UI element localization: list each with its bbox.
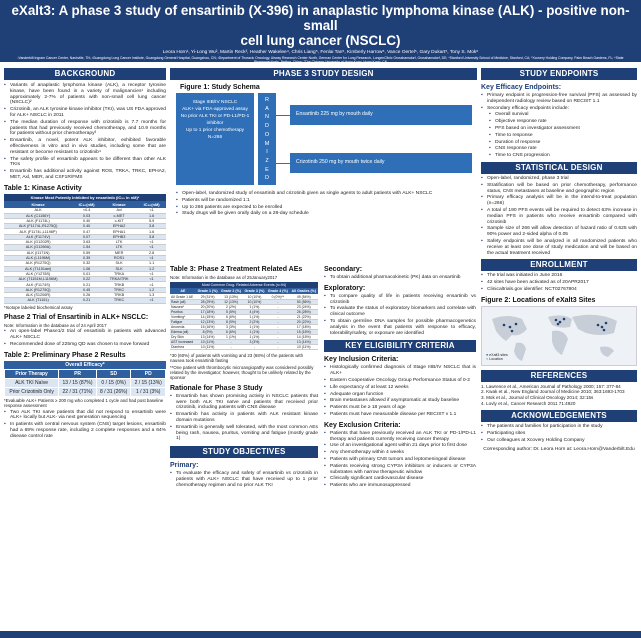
table-cell: Edema (all): [170, 329, 196, 334]
table-cell: 5.9: [137, 218, 166, 223]
table3-title: Table 3: Phase 2 Treatment Related AEs: [170, 266, 303, 273]
bullet: ▪ Patients with primary CNS tumors and leptomeningeal disease: [324, 457, 476, 463]
table-cell: 10 (11%): [196, 339, 219, 344]
figure1-title: Figure 1: Study Schema: [180, 84, 260, 91]
reference-item: 4. Lovly et al., Cancer Research 2011 71:4920: [481, 400, 576, 406]
table-cell: ALK (R1275Q): [4, 261, 72, 266]
table-cell: TRKC: [101, 298, 137, 303]
table-cell: 6 (6%): [219, 314, 242, 319]
bullet: ▪ Ensartinib has additional activity against ROS, TRKA, TRKC, EPHA2, MET, Axl, MER, and CSF1R/FMS: [4, 169, 166, 181]
background-bullets: [4, 83, 166, 181]
table-cell: 0 / 15 (0%): [96, 378, 131, 387]
table-cell: 0.03: [72, 213, 101, 218]
table-cell: Diarrhea: [170, 344, 196, 349]
table-cell: 15 (16%): [290, 329, 318, 334]
table1-caption: Kinase Most Potently Inhibited by ensartinib (IC₅₀ in nM)*: [4, 194, 166, 201]
table-cell: ALK (T1151): [4, 298, 72, 303]
kinase-table: [4, 201, 166, 304]
table-cell: <1: [137, 208, 166, 213]
bullet: ▪ Primary endpoint is progression-free survival (PFS) as assessed by independent radiology review based on RECIST 1.1: [481, 93, 637, 105]
bullet: ▪ Patients receiving strong CYP3A inhibitors or inducers or CYP3A substrates with narrow therapeutic window: [324, 464, 476, 476]
table-cell: 2 / 15 (13%): [131, 378, 166, 387]
table-cell: -: [266, 304, 289, 309]
table-cell: -: [266, 339, 289, 344]
table-cell: 1.6: [137, 229, 166, 234]
bullet: ▪ Sample size of 266 will allow detection of hazard ratio of 0.625 with 90% power and 2-sided alpha of 0.05: [481, 226, 637, 238]
table-cell: MER: [101, 250, 137, 255]
bullet: ▪ To evaluate the efficacy and safety of ensartinib vs crizotinib in patients with ALK+ NSCLC that have received up to 1 prior chemotherapy regimen and no prior ALK TKI: [170, 471, 318, 488]
references-heading: REFERENCES: [481, 370, 637, 382]
table-cell: -: [219, 339, 242, 344]
table-cell: <1: [137, 277, 166, 282]
table1-title: Table 1: Kinase Activity: [4, 184, 82, 192]
table-cell: 8 (9%): [196, 329, 219, 334]
bullet: ▪ Adequate organ function: [324, 392, 476, 398]
table-cell: SLK: [101, 261, 137, 266]
reference-item: 1. Lawrence et al., American Journal of Pathology 2000; 157: 377-84: [481, 383, 621, 389]
table-cell: 0.21: [72, 282, 101, 287]
table-cell: 0.40: [72, 224, 101, 229]
column-header: IC₅₀(nM): [72, 201, 101, 208]
title-line-2: cell lung cancer (NSCLC): [240, 33, 401, 48]
table-cell: -: [266, 299, 289, 304]
bullet: ▪ A total of 190 PFS events will be required to detect 63% increase in median PFS in patients who receive ensartinib compared with crizotinib: [481, 208, 637, 225]
table-cell: <1: [137, 282, 166, 287]
table3-footnote-1: *30 (60%) of patients with vomiting and 23 (68%) of the patients with nausea took ensartinib fasting: [170, 352, 304, 364]
column-header: IC₅₀(nM): [137, 201, 166, 208]
table-cell: 1.06: [72, 266, 101, 271]
table-cell: TRKC: [101, 287, 137, 292]
table-cell: 3.63: [72, 240, 101, 245]
table-cell: 1.54: [72, 245, 101, 250]
bullet: ▪ Clinicaltrials.gov identifier: NCT02767804: [481, 287, 637, 293]
column-header: SD: [96, 369, 131, 378]
corresponding-author: Corresponding author: Dr. Leora Horn at: Leora.Horn@Vanderbilt.Edu: [483, 447, 635, 453]
bullet: ▪ Brain metastases allowed if asymptomatic at study baseline: [324, 398, 476, 404]
bullet: ▪ Open-label, randomized, phase 3 trial: [481, 176, 637, 182]
table-cell: 8 / 31 (26%): [96, 387, 131, 396]
table-cell: 1.1: [137, 261, 166, 266]
exploratory-label: Exploratory:: [324, 284, 366, 292]
bullet: ▪ Stratification will be based on prior chemotherapy, performance status, CNS metastases at baseline and geographic region: [481, 183, 637, 195]
schema-arrow-1: [276, 115, 290, 116]
table-cell: 0.21: [72, 298, 101, 303]
table-cell: Pruritus: [170, 309, 196, 314]
phase2-heading: Phase 2 Trial of Ensartinib in ALK+ NSCLC:: [4, 314, 149, 321]
table-cell: -: [243, 344, 266, 349]
bullet: ▪ Ensartinib, a novel, potent ALK inhibitor, exhibited favorable effectiveness in vitro and in vivo studies, including some that are resistant or become resistant to crizotinib⁴: [4, 138, 166, 155]
figure2-title: Figure 2: Locations of eXalt3 Sites: [481, 296, 596, 304]
table-row: [5, 378, 166, 387]
table-cell: 1.6: [137, 213, 166, 218]
table-cell: Anorexia: [170, 324, 196, 329]
table-cell: 1.3: [137, 293, 166, 298]
bullet: ▪ Clinically significant cardiovascular disease: [324, 476, 476, 482]
table3-footnote-2: **One patient with thrombocytic microangiopathy was considered possibly related by the investigator; however, thought to be unlikely related by the sponsor: [170, 364, 314, 381]
bullet: ▪ Any chemotherapy within 4 weeks: [324, 450, 476, 456]
table-cell: 1 (1%): [243, 329, 266, 334]
table-cell: -: [266, 314, 289, 319]
table-cell: 10 (10%): [243, 294, 266, 299]
table-cell: 29 (31%): [196, 294, 219, 299]
table-cell: EPHA2: [101, 224, 137, 229]
column-header: All Grades (%): [291, 289, 317, 294]
table-cell: 2 (2%): [243, 319, 266, 324]
sub-bullet: ▪ Time to response: [481, 133, 637, 139]
table-cell: -: [266, 319, 289, 324]
table-cell: 10 (11%): [196, 344, 219, 349]
schema-arm-crizotinib: Crizotinib 250 mg by mouth twice daily: [290, 153, 472, 173]
ae-table: [170, 288, 318, 349]
schema-eligibility-box: Stage IIIB/IV NSCLC ALK+ via FDA-approved assay No prior ALK TKI or PD-L1/PD-1 inhibitor Up to 1 prior chemotherapy N=266: [176, 93, 254, 185]
table-cell: EPHA1: [101, 229, 137, 234]
column-header: Grade 2 (%): [221, 289, 241, 294]
bullet: ▪ Ensartinib has shown promising activity in NSCLC patients that were both ALK TKI naïve and patients that received prior crizotinib, including patients with CNS disease: [170, 394, 318, 411]
table-cell: Vomiting*: [170, 314, 196, 319]
table-cell: ALK (F1174L,L1198P): [4, 229, 72, 234]
bullet: ▪ Patients who are immunosuppressed: [324, 483, 476, 489]
schema-arrow-2: [276, 163, 290, 164]
enrollment-heading: ENROLLMENT: [481, 259, 637, 271]
table-cell: -: [219, 344, 242, 349]
table-cell: TRKA: [101, 271, 137, 276]
background-column: [4, 68, 166, 628]
inclusion-label: Key Inclusion Criteria:: [324, 356, 399, 364]
table-row: [170, 344, 318, 349]
reference-item: 3. Mok et al., Journal of Clinical Oncology 2014; 32:15s: [481, 394, 594, 400]
table-cell: <1: [137, 255, 166, 260]
bullet: ▪ 42 sites have been activated as of 20APR2017: [481, 280, 637, 286]
table-cell: 13 (14%): [290, 339, 318, 344]
table-cell: Fatigue: [170, 319, 196, 324]
table-row: [4, 298, 166, 303]
bullet: ▪ Recommended dose of 225mg QD was chosen to move forward: [4, 342, 166, 348]
bullet: ▪ An open-label Phase1/2 trial of ensartinib in patients with advanced ALK+ NSCLC: [4, 329, 166, 341]
bullet: ▪ Open-label, randomized study of ensartinib and crizotinib given as single agents to adult patients with ALK+ NSCLC: [176, 191, 471, 197]
table2-caption: Overall Efficacy*: [4, 361, 166, 369]
schema-arm-ensartinib: Ensartinib 225 mg by mouth daily: [290, 105, 472, 125]
table-cell: 1.2: [137, 287, 166, 292]
table-cell: 0.01: [72, 271, 101, 276]
table-cell: 3 (3%): [243, 339, 266, 344]
bullet: ▪ Patients that have previously received an ALK TKI or PD-1/PD-L1 therapy and patients currently receiving cancer therapy: [324, 431, 476, 443]
bullet: ▪ The trial was initiated in June 2016: [481, 273, 637, 279]
table-cell: 26 (28%): [290, 309, 318, 314]
table-cell: 13 / 15 (87%): [59, 378, 97, 387]
table-cell: ALK (I1171N): [4, 250, 72, 255]
schema-randomized-box: R A N D O M I Z E D: [258, 93, 276, 185]
bullet: ▪ Our colleagues at Xcovery Holding Company: [481, 438, 637, 444]
table-cell: 0.32: [72, 261, 101, 266]
reference-item: 2. Kwak et al., New England Journal of Medicine 2010; 363:1693-1703: [481, 389, 625, 395]
table-cell: Dry Skin: [170, 334, 196, 339]
background-heading: BACKGROUND: [4, 68, 166, 80]
bullet: ▪ Crizotinib, an ALK tyrosine kinase inhibitor (TKI), was US FDA approved for ALK+ NSCLC in 2011: [4, 107, 166, 119]
table-cell: 12 (13%): [219, 299, 242, 304]
table-cell: ALK TKI Naïve: [5, 378, 59, 387]
table-cell: EPHB3: [101, 234, 137, 239]
bullet: ▪ The patients and families for participation in the study: [481, 424, 637, 430]
column-header: Prior Therapy: [5, 369, 59, 378]
bullet: ▪ Secondary efficacy endpoints include:: [481, 106, 637, 112]
key-efficacy-label: Key Efficacy Endpoints:: [481, 84, 562, 91]
table-cell: 49 (54%): [290, 294, 318, 299]
sub-bullet: ▪ CNS response rate: [481, 146, 637, 152]
design-column: [170, 68, 477, 628]
table-cell: LTK: [101, 240, 137, 245]
bullet: ▪ Ensartinib is generally well tolerated, with the most common AEs being rash, nausea, pruritus, vomiting and fatigue (mostly grade 1): [170, 425, 318, 442]
table-cell: 1 (1%): [243, 334, 266, 339]
table-cell: <1: [137, 271, 166, 276]
table-cell: ALK (T1151del): [4, 266, 72, 271]
table-cell: ALK (S1206R): [4, 293, 72, 298]
table-cell: 10 (11%): [290, 344, 318, 349]
bullet: ▪ Patients must be ≥ 18 years of age: [324, 405, 476, 411]
table-cell: 1 (1%): [219, 334, 242, 339]
efficacy-table: [4, 369, 166, 397]
table-cell: 0.22: [72, 277, 101, 282]
table-cell: -: [266, 334, 289, 339]
sub-bullet: ▪ Objective response rate: [481, 119, 637, 125]
column-header: AE: [170, 288, 196, 294]
table-cell: 0.45: [72, 287, 101, 292]
bullet: ▪ Histologically confirmed diagnosis of Stage IIIB/IV NSCLC that is ALK+: [324, 365, 476, 377]
column-header: Kinase: [4, 201, 72, 208]
bullet: ▪ Variants of anaplastic lymphoma kinase (ALK), a receptor tyrosine kinase, have been found in a variety of malignancies¹ including approximately 2-7% of patients with non-small cell lung cancer (NSCLC)²: [4, 83, 166, 106]
table-cell: All Grade 1 AE: [170, 294, 196, 299]
bullet: ▪ Use of an investigational agent within 21 days prior to first dose: [324, 443, 476, 449]
table-cell: 13 (13%): [219, 294, 242, 299]
map-legend: ● eXalt3 sites ● Location: [486, 352, 508, 362]
column-header: PR: [59, 369, 97, 378]
bullet: ▪ Two ALK TKI naïve patients that did not respond to ensartinib were ALK+ locally but ALK- via next generation sequencing: [4, 410, 166, 422]
bullet: ▪ The median duration of response with crizotinib is 7.7 months for patients that had previously received chemotherapy, and 10.9 months for patients without prior chemotherapy³: [4, 120, 166, 137]
bullet: ▪ Safety endpoints will be analyzed in all randomized patients who receive at least one dose of study medication and will be based on the actual treatment received: [481, 239, 637, 256]
table-cell: -: [266, 324, 289, 329]
table-cell: 0.59: [72, 250, 101, 255]
statistical-heading: STATISTICAL DESIGN: [481, 162, 637, 174]
table-cell: ROS1: [101, 255, 137, 260]
column-header: Grade 3 (%): [244, 289, 265, 294]
table2-title: Table 2: Preliminary Phase 2 Results: [4, 351, 126, 359]
acknowledgements-heading: ACKNOWLEDGEMENTS: [481, 410, 637, 422]
table-cell: <1: [137, 298, 166, 303]
table-cell: 1 / 31 (3%): [131, 387, 166, 396]
objectives-heading: STUDY OBJECTIVES: [170, 446, 318, 458]
table-cell: Prior Crizotinib Only: [5, 387, 59, 396]
table-cell: 17 (18%): [196, 309, 219, 314]
table-cell: 12 (13%): [196, 319, 219, 324]
table-cell: TRKA/TRK: [101, 277, 137, 282]
table-cell: AST increased: [170, 339, 196, 344]
poster-header: [0, 0, 641, 65]
table-cell: 0.40: [72, 218, 101, 223]
world-map: [481, 306, 637, 366]
table-cell: ALK (F1174V): [4, 234, 72, 239]
table-cell: 21 (22%): [290, 314, 318, 319]
table-cell: ALK (G1269A): [4, 245, 72, 250]
sub-bullet: ▪ Duration of response: [481, 140, 637, 146]
table-cell: ALK (F1174S): [4, 282, 72, 287]
bullet: ▪ Up to 266 patients are expected to be enrolled: [176, 205, 471, 211]
table-cell: ALK (F1174L,R1275Q): [4, 224, 72, 229]
table-cell: 20 (22%): [290, 319, 318, 324]
phase2-note: Note: Information in the database as of 24 April 2017: [4, 323, 107, 328]
endpoints-column: [481, 68, 637, 628]
sub-bullet: ▪ Time to CNS progression: [481, 153, 637, 159]
table-cell: 2.8: [137, 250, 166, 255]
design-subcolumn-right: [324, 262, 476, 490]
bullet: ▪ Life expectancy of at least 12 weeks: [324, 385, 476, 391]
bullet: ▪ Primary efficacy analysis will be in the intend-to-treat population (n=266): [481, 195, 637, 207]
sub-bullet: ▪ PFS based on investigator assessment: [481, 126, 637, 132]
table-cell: <0.4: [72, 208, 101, 213]
table-cell: 0.39: [72, 255, 101, 260]
table-cell: c-KIT: [101, 218, 137, 223]
bullet: ▪ Ensartinib has activity in patients with ALK resistant kinase domain mutations: [170, 412, 318, 424]
column-header: Grade 1 (%): [197, 289, 218, 294]
table-cell: 50 (56%): [290, 299, 318, 304]
author-list: Leora Horn¹, Yi-Long Wu², Martin Reck³, Heather Wakelee⁴, Chris Liang⁵, Fenlai Tan⁵, Kimberly Harrow⁵, Vance Oertel⁵, Gary Dukart⁵, Tony S. Mok⁶: [162, 50, 479, 55]
bullet: ▪ Eastern Cooperative Oncology Group Performance Status of 0-2: [324, 378, 476, 384]
poster-footer: [0, 631, 641, 638]
sub-bullet: ▪ Overall survival: [481, 112, 637, 118]
table-cell: ALK: [4, 208, 72, 213]
table-cell: 14 (15%): [196, 314, 219, 319]
rationale-heading: Rationale for Phase 3 Study: [170, 384, 263, 392]
bullet: ▪ Patients will be randomized 1:1: [176, 198, 471, 204]
table-cell: 6 (6%): [219, 329, 242, 334]
table-cell: ALK (T1151M,L1196M): [4, 277, 72, 282]
table-cell: 3 (3%): [219, 324, 242, 329]
table-cell: 23 (24%): [290, 304, 318, 309]
table-cell: 4 (4%): [243, 309, 266, 314]
primary-label: Primary:: [170, 462, 199, 470]
table-cell: 3.8: [137, 224, 166, 229]
table3-note: Note: Information in the database as of 25January2017: [170, 275, 278, 280]
table-cell: 13 (14%): [196, 334, 219, 339]
table-cell: <1: [137, 245, 166, 250]
table-cell: 0.47: [72, 229, 101, 234]
bullet: ▪ In patients with central nervous system (CNS) target lesions, ensartinib had a 69% response rate, including 2 complete responses and a 64% disease control rate: [4, 422, 166, 439]
table-cell: ALK (C1156Y): [4, 213, 72, 218]
bullet: ▪ To obtain additional pharmacokinetic (PK) data on ensartinib: [324, 275, 476, 281]
table-cell: c-MET: [101, 213, 137, 218]
table-cell: 15 (16%): [196, 324, 219, 329]
table-cell: 10 (10%): [243, 299, 266, 304]
table-cell: 22 / 31 (71%): [59, 387, 97, 396]
table-cell: 28 (29%): [196, 299, 219, 304]
bullet: ▪ Patients must have measurable disease per RECIST v 1.1: [324, 412, 476, 418]
table-cell: LTK: [101, 245, 137, 250]
table-cell: ALK (F1174L): [4, 218, 72, 223]
table-cell: <1: [137, 240, 166, 245]
table-cell: 1 (1%): [243, 314, 266, 319]
table-cell: 8 (9%): [219, 319, 242, 324]
table2-note: *Evaluable ALK+ Patients ≥ 200 mg who completed 1 cycle and had post baseline response assessment: [4, 397, 164, 409]
table-row: [5, 387, 166, 396]
table-cell: SLK: [101, 266, 137, 271]
table-cell: Axl: [101, 208, 137, 213]
table-cell: -: [266, 344, 289, 349]
bullet: ▪ To evaluate the status of exploratory biomarkers and correlate with clinical outcome: [324, 306, 476, 318]
table-cell: 20 (20%): [196, 304, 219, 309]
design-subcolumn-left: [170, 262, 318, 490]
table-cell: 0.26: [72, 293, 101, 298]
column-header: PD: [131, 369, 166, 378]
bullet: ▪ The safety profile of ensartinib appears to be different than other ALK TKIs: [4, 157, 166, 169]
table3-caption: Most Common Drug- Related Adverse Events (n=94): [170, 282, 318, 288]
table-cell: TRKB: [101, 282, 137, 287]
table-cell: -: [266, 309, 289, 314]
table-cell: 1 (1%): [243, 304, 266, 309]
endpoints-heading: STUDY ENDPOINTS: [481, 68, 637, 80]
bullet: ▪ Participating sites: [481, 431, 637, 437]
table-cell: ALK (G1202R): [4, 240, 72, 245]
table-cell: 5 (5%): [219, 309, 242, 314]
table-cell: Rash (all): [170, 299, 196, 304]
table-cell: 17 (18%): [290, 324, 318, 329]
table-cell: TRKB: [101, 293, 137, 298]
column-header: Grade 4 (%): [267, 289, 288, 294]
bullet: ▪ To compare quality of life in patients receiving ensartinib vs crizotinib: [324, 294, 476, 306]
table-cell: 1.2: [137, 266, 166, 271]
column-header: Kinase: [101, 201, 137, 208]
design-heading: PHASE 3 STUDY DESIGN: [170, 68, 477, 80]
reference-list: [481, 384, 637, 406]
study-schema: [176, 93, 471, 189]
table-cell: -: [266, 329, 289, 334]
table-cell: 14 (15%): [290, 334, 318, 339]
bullet: ▪ To obtain germline DNA samples for possible pharmacogenetics analysis in the event that patients with response to efficacy, tolerability/safety, or exposure are identified: [324, 319, 476, 336]
table-cell: 0.07: [72, 234, 101, 239]
table-cell: 2 (2%): [219, 304, 242, 309]
title-line-1: eXalt3: A phase 3 study of ensartinib (X-396) in anaplastic lymphoma kinase (ALK) - positive non-small: [11, 3, 630, 33]
table1-note: *Isotope labeled biochemical assay: [4, 304, 73, 310]
table-cell: ALK (L1196M): [4, 255, 72, 260]
table-cell: Nausea*: [170, 304, 196, 309]
secondary-label: Secondary:: [324, 266, 363, 273]
table-cell: 0 (0%)**: [266, 294, 289, 299]
table-cell: 3.8: [137, 234, 166, 239]
table-cell: ALK (R1275Q): [4, 287, 72, 292]
bullet: ▪ Study drugs will be given orally daily on a 28-day schedule: [176, 211, 471, 217]
table-cell: ALK (Y1278S): [4, 271, 72, 276]
eligibility-heading: KEY ELIGIBILITY CRITERIA: [324, 340, 476, 352]
table-cell: 1 (1%): [243, 324, 266, 329]
affiliation-list: ¹Vanderbilt Ingram Cancer Center, Nashville, TN; ²Guangdong Lung Cancer Institute, Guangdong General Hospital, Guangzhou, CN; ³Department of Thoracic Oncology, Airway Research Center North, German Center for Lung Research, LungenClinic Grosshansdorf, Grosshansdorf, DE; ⁴Stanford University School of Medicine, Stanford, CA; ⁵Xcovery Holding Company, Palm Beach Gardens, FL; ⁶State Pharmaceuticals, Beijing, China; ⁷The Chinese University of Hong Kong, Hong Kong, CN: [17, 56, 624, 65]
poster-title: [0, 0, 641, 48]
exclusion-label: Key Exclusion Criteria:: [324, 421, 401, 429]
